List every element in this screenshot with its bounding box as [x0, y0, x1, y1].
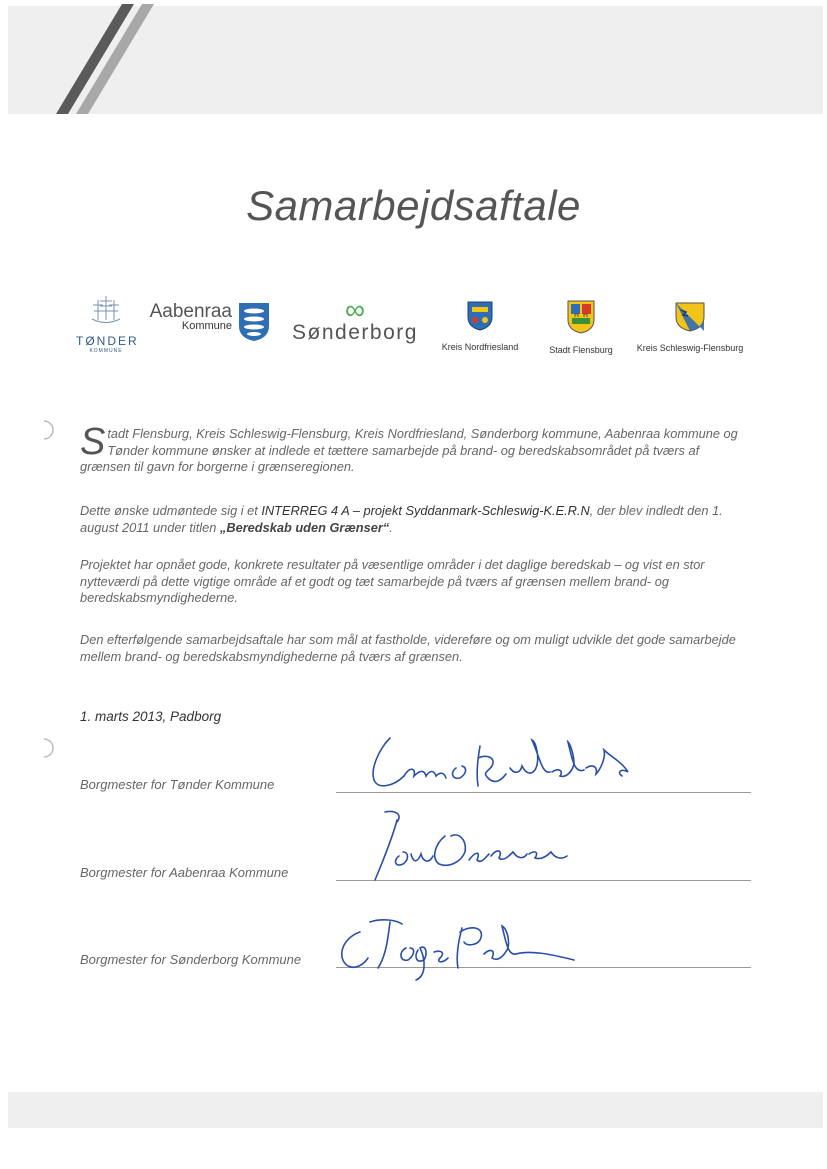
- project-title: „Beredskab uden Grænser“: [219, 519, 390, 535]
- nordfriesland-crest: [430, 301, 530, 352]
- ship-icon: [89, 293, 123, 327]
- schleswig-flensburg-crest: [625, 302, 755, 353]
- project-text-middle: , der blev indledt den 1. august 2011 under titlen: [80, 503, 723, 535]
- signatory-label: Borgmester for Tønder Kommune: [80, 777, 275, 792]
- goal-paragraph: Den efterfølgende samarbejdsaftale har som mål at fastholde, videreføre og om muligt udvikle det gode samarbejde mellem brand- og beredskabsmyndighederne på tværs af grænsen.: [80, 632, 736, 664]
- signatory-label: Borgmester for Aabenraa Kommune: [80, 865, 289, 880]
- binder-hole-icon: [38, 419, 58, 441]
- signature-tonder: [360, 728, 650, 800]
- aabenraa-logo: [150, 298, 280, 346]
- dropcap: S: [80, 421, 106, 463]
- project-text-start: Dette ønske udmøntede sig i et: [80, 503, 262, 518]
- nordfriesland-crest-icon: [467, 301, 493, 331]
- flensburg-crest-icon: [567, 300, 595, 334]
- footer-band: [8, 1092, 823, 1128]
- fish-shield-icon: [238, 302, 270, 342]
- document-title: Samarbejdsaftale: [246, 182, 581, 229]
- crest-label: Stadt Flensburg: [549, 345, 613, 355]
- infinity-icon: ∞: [345, 294, 365, 325]
- flensburg-crest: [536, 300, 626, 355]
- tonder-logo: [76, 293, 139, 354]
- aabenraa-name: Aabenraa: [149, 301, 232, 322]
- project-text-end: .: [389, 519, 393, 535]
- crest-label: Kreis Schleswig-Flensburg: [636, 343, 744, 353]
- crest-label: Kreis Nordfriesland: [441, 342, 519, 352]
- intro-text: tadt Flensburg, Kreis Schleswig-Flensburg, Kreis Nordfriesland, Sønderborg kommune, Aabenraa kommune og Tønder kommune ønsker at indlede et tættere samarbejde på brand- og beredskabsområdet på tværs af grænsen til gavn for borgerne i grænseregionen.: [80, 426, 738, 474]
- tonder-name: TØNDER: [76, 334, 139, 348]
- date-place: 1. marts 2013, Padborg: [80, 709, 222, 724]
- sonderborg-logo: [290, 294, 420, 345]
- signature-sonderborg: [330, 908, 590, 988]
- signatory-label: Borgmester for Sønderborg Kommune: [80, 952, 302, 967]
- intro-paragraph: [80, 421, 752, 476]
- project-name: INTERREG 4 A – projekt Syddanmark-Schleswig-K.E.R.N: [261, 503, 590, 518]
- tonder-sub: KOMMUNE: [89, 348, 123, 354]
- project-paragraph: [80, 503, 752, 536]
- binder-hole-icon: [38, 737, 58, 759]
- sonderborg-name: Sønderborg: [292, 321, 418, 344]
- slash-decoration: [50, 4, 160, 114]
- schleswig-flensburg-crest-icon: [675, 302, 705, 332]
- results-paragraph: Projektet har opnået gode, konkrete resultater på væsentlige områder i det daglige beredskab – og vist en stor nytteværdi på dette vigtige område af et godt og tæt samarbejde på tværs af grænsen mellem brand- og beredskabsmyndighederne.: [80, 557, 705, 605]
- aabenraa-sub: Kommune: [181, 320, 232, 332]
